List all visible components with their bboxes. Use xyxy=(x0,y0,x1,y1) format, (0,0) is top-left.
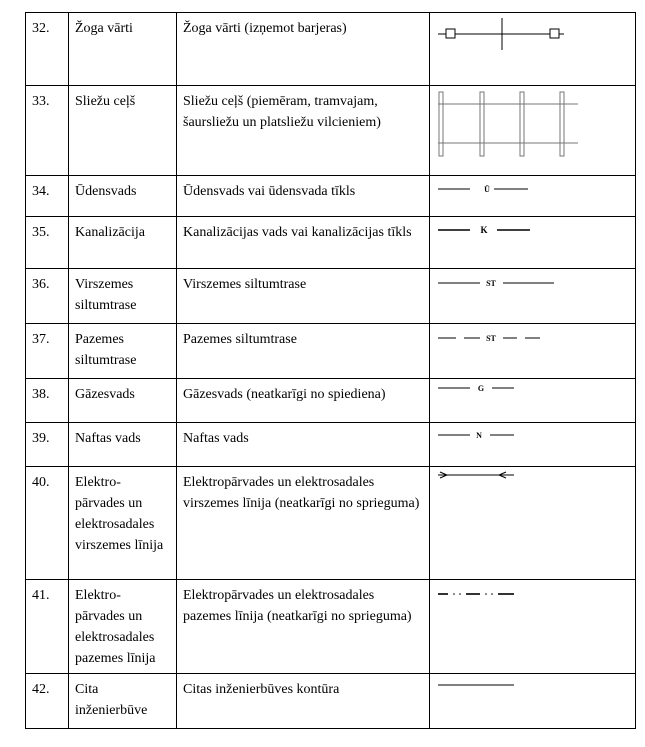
row-name: Virszemes siltumtrase xyxy=(69,269,177,324)
line-code: Ū xyxy=(484,185,490,194)
line-code: N xyxy=(476,431,482,440)
oil-line-icon xyxy=(430,423,636,467)
row-name: Kanalizācija xyxy=(69,217,177,269)
row-name: Cita inženierbūve xyxy=(69,674,177,729)
table-row xyxy=(26,13,636,86)
heat-line-surface-icon xyxy=(430,269,636,324)
table-row xyxy=(26,217,636,269)
table-row xyxy=(26,674,636,729)
row-number: 41. xyxy=(26,580,69,674)
row-name: Ūdensvads xyxy=(69,176,177,217)
water-line-icon xyxy=(430,176,636,217)
table-row xyxy=(26,269,636,324)
row-number: 33. xyxy=(26,86,69,176)
table-row xyxy=(26,176,636,217)
row-description: Pazemes siltumtrase xyxy=(177,324,430,379)
row-description: Naftas vads xyxy=(177,423,430,467)
row-number: 38. xyxy=(26,379,69,423)
line-code: ST xyxy=(486,279,496,288)
row-name: Gāzesvads xyxy=(69,379,177,423)
railway-icon xyxy=(430,86,636,176)
symbols-table xyxy=(25,12,636,729)
row-number: 35. xyxy=(26,217,69,269)
row-number: 40. xyxy=(26,467,69,580)
row-description: Kanalizācijas vads vai kanalizācijas tīkls xyxy=(177,217,430,269)
other-structure-icon xyxy=(430,674,636,729)
line-code: K xyxy=(480,225,488,235)
row-number: 36. xyxy=(26,269,69,324)
heat-line-underground-icon xyxy=(430,324,636,379)
row-name: Elektro-pārvades un elektrosadales virszemes līnija xyxy=(69,467,177,580)
table-row xyxy=(26,324,636,379)
row-description: Sliežu ceļš (piemēram, tramvajam, šaursliežu un platsliežu vilcieniem) xyxy=(177,86,430,176)
row-number: 37. xyxy=(26,324,69,379)
row-number: 32. xyxy=(26,13,69,86)
row-number: 34. xyxy=(26,176,69,217)
line-code: G xyxy=(477,384,485,393)
row-description: Elektropārvades un elektrosadales virszemes līnija (neatkarīgi no sprieguma) xyxy=(177,467,430,580)
row-name: Sliežu ceļš xyxy=(69,86,177,176)
gate-icon xyxy=(430,13,636,86)
table-row xyxy=(26,86,636,176)
row-description: Žoga vārti (izņemot barjeras) xyxy=(177,13,430,86)
table-row xyxy=(26,467,636,580)
power-line-surface-icon xyxy=(430,467,636,580)
row-description: Ūdensvads vai ūdensvada tīkls xyxy=(177,176,430,217)
row-name: Žoga vārti xyxy=(69,13,177,86)
table-row xyxy=(26,379,636,423)
sewer-line-icon xyxy=(430,217,636,269)
row-name: Naftas vads xyxy=(69,423,177,467)
row-name: Pazemes siltumtrase xyxy=(69,324,177,379)
table-row xyxy=(26,423,636,467)
row-number: 39. xyxy=(26,423,69,467)
row-name: Elektro-pārvades un elektrosadales pazemes līnija xyxy=(69,580,177,674)
power-line-underground-icon xyxy=(430,580,636,674)
row-description: Virszemes siltumtrase xyxy=(177,269,430,324)
gas-line-icon xyxy=(430,379,636,423)
row-description: Citas inženierbūves kontūra xyxy=(177,674,430,729)
row-description: Gāzesvads (neatkarīgi no spiediena) xyxy=(177,379,430,423)
line-code: ST xyxy=(486,334,496,343)
row-description: Elektropārvades un elektrosadales pazemes līnija (neatkarīgi no sprieguma) xyxy=(177,580,430,674)
row-number: 42. xyxy=(26,674,69,729)
table-row xyxy=(26,580,636,674)
